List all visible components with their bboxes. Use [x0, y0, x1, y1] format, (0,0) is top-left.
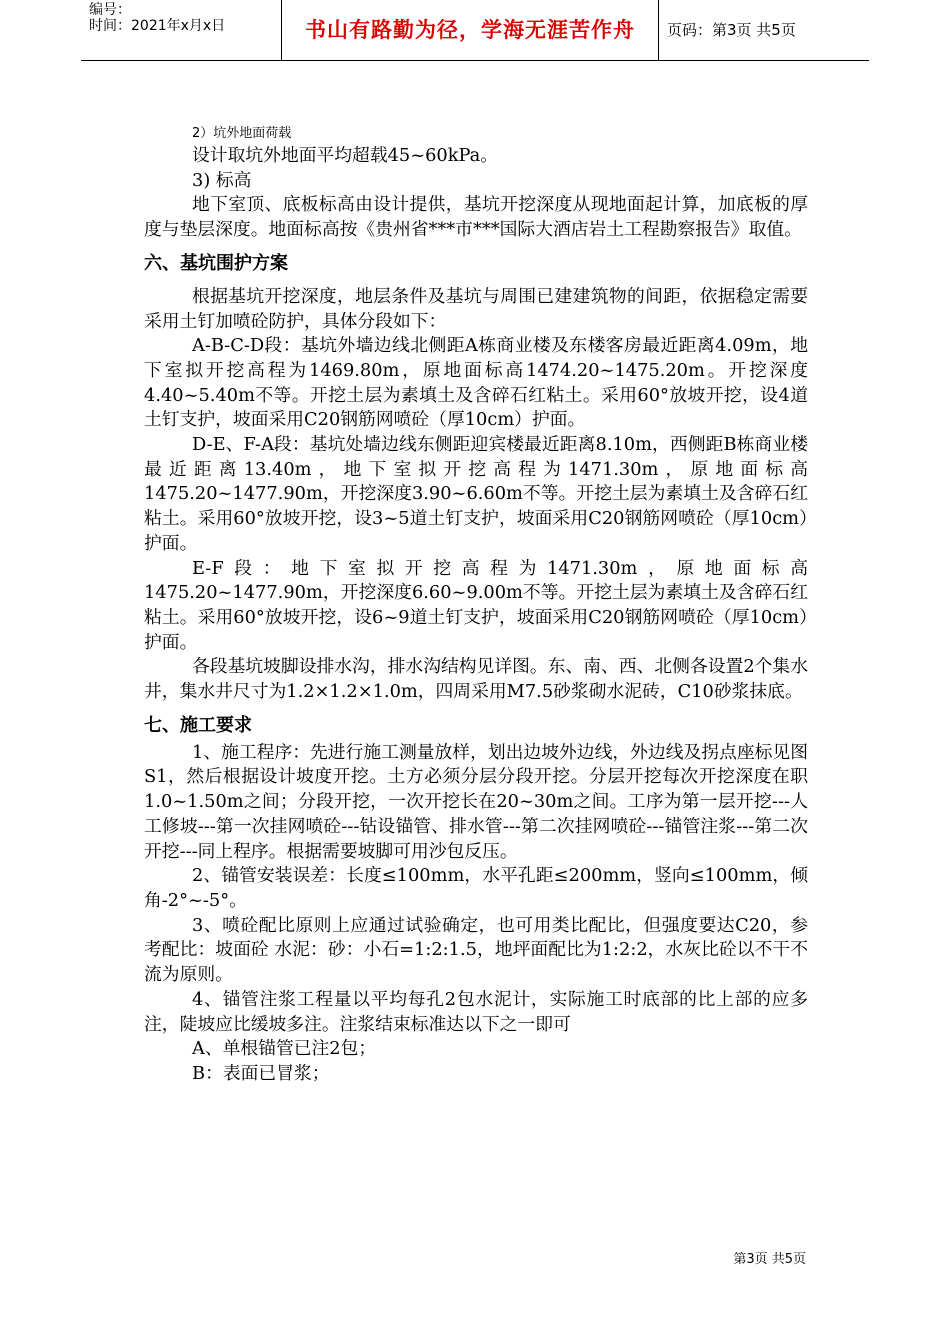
paragraph: 2、锚管安装误差：长度≤100mm，水平孔距≤200mm，竖向≤100mm，倾角-2°~-5°。 — [144, 865, 808, 911]
document-number-label: 编号： — [89, 2, 131, 18]
list-item: B：表面已冒浆； — [192, 1062, 330, 1084]
paragraph: D-E、F-A段：基坑处墙边线东侧距迎宾楼最近距离8.10m，西侧距B栋商业楼最近距离13.40m，地下室拟开挖高程为1471.30m，原地面标高1475.20~1477.90m，开挖深度3.90~6.60m不等。开挖土层为素填土及含碎石红粘土。采用60°放坡开挖，设3~5道土钉支护，坡面采用C20钢筋网喷砼（厚10cm）护面。 — [144, 434, 808, 554]
page-footer: 第3页 共5页 — [733, 1252, 806, 1267]
paragraph: 4、锚管注浆工程量以平均每孔2包水泥计，实际施工时底部的比上部的应多注，陡坡应比缓坡多注。注浆结束标准达以下之一即可 — [144, 988, 808, 1035]
paragraph: 设计取坑外地面平均超载45~60kPa。 — [192, 145, 499, 166]
paragraph: 3、喷砼配比原则上应通过试验确定，也可用类比配比，但强度要达C20，参考配比：坡面砼 水泥：砂：小石=1:2:1.5，地坪面配比为1:2:2，水灰比砼以不干不流为原则。 — [144, 914, 808, 986]
header-meta — [81, 0, 281, 60]
header-page-info: 页码：第3页 共5页 — [667, 21, 796, 39]
paragraph: 地下室顶、底板标高由设计提供，基坑开挖深度从现地面起计算，加底板的厚度与垫层深度。地面标高按《贵州省***市***国际大酒店岩土工程勘察报告》取值。 — [144, 194, 808, 241]
page-header — [81, 0, 869, 61]
subheading-elevation: 3) 标高 — [192, 169, 252, 191]
section-heading-7: 七、施工要求 — [144, 714, 252, 736]
document-time-label: 时间：2021年x月x日 — [89, 18, 226, 34]
document-body — [144, 124, 808, 1087]
paragraph: 各段基坑坡脚设排水沟，排水沟结构见详图。东、南、西、北侧各设置2个集水井，集水井尺寸为1.2×1.2×1.0m，四周采用M7.5砂浆砌水泥砖，C10砂浆抹底。 — [144, 656, 808, 703]
paragraph: A-B-C-D段：基坑外墙边线北侧距A栋商业楼及东楼客房最近距离4.09m，地下室拟开挖高程为1469.80m，原地面标高1474.20~1475.20m。开挖深度4.40~5.40m不等。开挖土层为素填土及含碎石红粘土。采用60°放坡开挖，设4道土钉支护，坡面采用C20钢筋网喷砼（厚10cm）护面。 — [144, 335, 808, 431]
header-divider — [658, 0, 659, 60]
section-heading-6: 六、基坑围护方案 — [144, 252, 288, 274]
list-item: A、单根锚管已注2包； — [192, 1038, 377, 1060]
paragraph: E-F段：地下室拟开挖高程为1471.30m，原地面标高1475.20~1477.90m，开挖深度6.60~9.00m不等。开挖土层为素填土及含碎石红粘土。采用60°放坡开挖，设6~9道土钉支护，坡面采用C20钢筋网喷砼（厚10cm）护面。 — [144, 557, 808, 653]
subheading-ground-load: 2）坑外地面荷载 — [192, 126, 292, 141]
paragraph: 根据基坑开挖深度，地层条件及基坑与周围已建建筑物的间距，依据稳定需要采用土钉加喷砼防护，具体分段如下： — [144, 285, 808, 332]
paragraph: 1、施工程序：先进行施工测量放样，划出边坡外边线，外边线及拐点座标见图S1，然后根据设计坡度开挖。土方必须分层分段开挖。分层开挖每次开挖深度在职1.0~1.50m之间；分段开挖，一次开挖长在20~30m之间。工序为第一层开挖---人工修坡---第一次挂网喷砼---钻设锚管、排水管---第二次挂网喷砼---锚管注浆---第二次开挖---同上程序。根据需要坡脚可用沙包反压。 — [144, 741, 808, 862]
header-motto: 书山有路勤为径，学海无涯苦作舟 — [305, 18, 635, 42]
